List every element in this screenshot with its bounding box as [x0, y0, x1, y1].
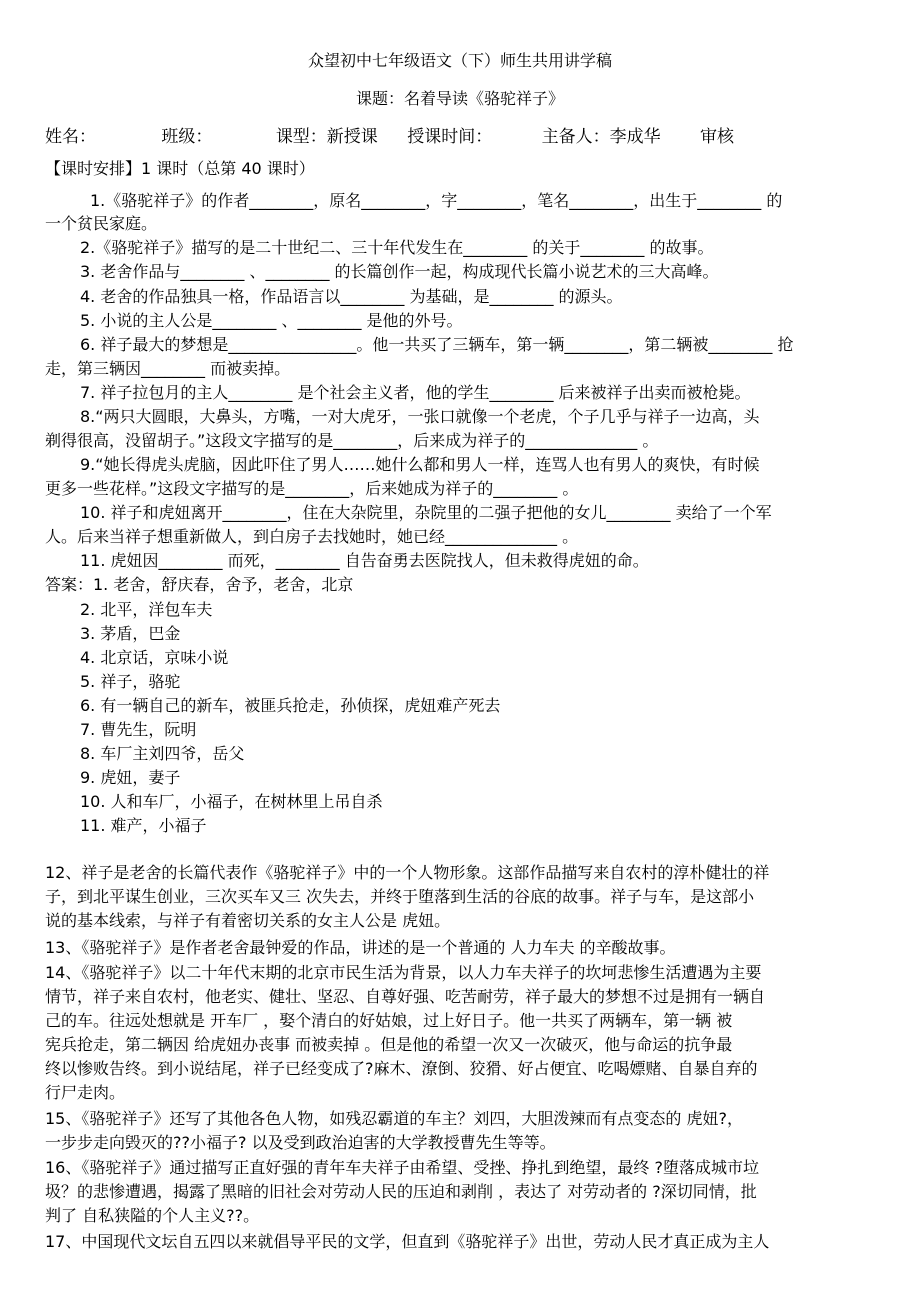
question-line: 10. 祥子和虎妞离开________，住在大杂院里，杂院里的二强子把他的女儿________ 卖给了一个军 — [80, 503, 772, 522]
paragraph-line: 一步步走向毁灭的??小福子? 以及受到政治迫害的大学教授曹先生等等。 — [45, 1133, 556, 1152]
paragraph-line: 子，到北平谋生创业，三次买车又三 次失去，并终于堕落到生活的谷底的故事。祥子与车，是这部小 — [45, 887, 755, 906]
info-lesson-type: 课型：新授课 — [275, 127, 378, 147]
question-line: 7. 祥子拉包月的主人________ 是个社会主义者，他的学生________ 后来被祥子出卖而被枪毙。 — [80, 383, 751, 402]
paragraph-line: 14、《骆驼祥子》以二十年代末期的北京市民生活为背景，以人力车夫祥子的坎坷悲惨生活遭遇为主要 — [45, 963, 762, 982]
answer-line: 11. 难产，小福子 — [80, 816, 207, 835]
answer-line: 7. 曹先生，阮明 — [80, 720, 197, 739]
page-title: 众望初中七年级语文（下）师生共用讲学稿 — [307, 51, 612, 70]
paragraph-line: 己的车。往远处想就是 开车厂 ，娶个清白的好姑娘，过上好日子。他一共买了两辆车，第一辆 被 — [45, 1011, 733, 1030]
paragraph-line: 17、中国现代文坛自五四以来就倡导平民的文学，但直到《骆驼祥子》出世，劳动人民才真正成为主人 — [45, 1232, 770, 1251]
question-line: 2.《骆驼祥子》描写的是二十世纪二、三十年代发生在________ 的关于________ 的故事。 — [80, 238, 714, 257]
question-line: 人。后来当祥子想重新做人，到白房子去找她时，她已经______________ 。 — [45, 527, 579, 546]
answer-line: 3. 茅盾，巴金 — [80, 624, 181, 643]
question-line: 8.“两只大圆眼，大鼻头，方嘴，一对大虎牙，一张口就像一个老虎，个子几乎与祥子一边高，头 — [80, 407, 760, 426]
question-line: 6. 祥子最大的梦想是________________。他一共买了三辆车，第一辆________，第二辆被________ 抢 — [80, 335, 794, 354]
paragraph-line: 判了 自私狭隘的个人主义??。 — [45, 1206, 260, 1225]
question-line: 一个贫民家庭。 — [45, 214, 158, 233]
paragraph-line: 终以惨败告终。到小说结尾，祥子已经变成了?麻木、潦倒、狡猾、好占便宜、吃喝嫖赌、自暴自弃的 — [45, 1059, 758, 1078]
paragraph-line: 15、《骆驼祥子》还写了其他各色人物，如残忍霸道的车主？刘四，大胆泼辣而有点变态的 虎妞?， — [45, 1109, 743, 1128]
paragraph-line: 13、《骆驼祥子》是作者老舍最钟爱的作品，讲述的是一个普通的 人力车夫 的辛酸故事。 — [45, 938, 676, 957]
answer-line: 6. 有一辆自己的新车，被匪兵抢走，孙侦探，虎妞难产死去 — [80, 696, 501, 715]
question-line: 走，第三辆因________ 而被卖掉。 — [45, 359, 291, 378]
student-info-row — [45, 122, 734, 147]
lesson-subtitle: 课题：名着导读《骆驼祥子》 — [355, 89, 564, 108]
info-name: 姓名： — [45, 127, 96, 147]
question-line: 9.“她长得虎头虎脑，因此吓住了男人……她什么都和男人一样，连骂人也有男人的爽快，有时候 — [80, 455, 760, 474]
question-line: 1.《骆驼祥子》的作者________，原名________，字________，笔名________，出生于________ 的 — [90, 191, 783, 210]
paragraph-line: 行尸走肉。 — [45, 1083, 126, 1102]
paragraph-line: 圾？的悲惨遭遇，揭露了黑暗的旧社会对劳动人民的压迫和剥削 ，表达了 对劳动者的 ?深切同情，批 — [45, 1182, 757, 1201]
question-line: 更多一些花样。”这段文字描写的是________，后来她成为祥子的________ 。 — [45, 479, 579, 498]
answer-line: 8. 车厂主刘四爷，岳父 — [80, 744, 245, 763]
question-line: 剃得很高，没留胡子。”这段文字描写的是________，后来成为祥子的______________ 。 — [45, 431, 659, 450]
question-line: 3. 老舍作品与________ 、________ 的长篇创作一起，构成现代长篇小说艺术的三大高峰。 — [80, 262, 719, 281]
info-class: 班级： — [161, 127, 213, 147]
question-line: 4. 老舍的作品独具一格，作品语言以________ 为基础，是________ 的源头。 — [80, 287, 623, 306]
paragraph-line: 说的基本线索，与祥子有着密切关系的女主人公是 虎妞。 — [45, 911, 451, 930]
answer-line: 答案：1. 老舍，舒庆春，舍予，老舍，北京 — [45, 575, 354, 594]
paragraph-line: 12、祥子是老舍的长篇代表作《骆驼祥子》中的一个人物形象。这部作品描写来自农村的淳朴健壮的祥 — [45, 863, 770, 882]
answer-line: 9. 虎妞，妻子 — [80, 768, 181, 787]
question-line: 5. 小说的主人公是________ 、________ 是他的外号。 — [80, 311, 463, 330]
schedule-line: 【课时安排】1 课时（总第 40 课时） — [45, 159, 315, 178]
paragraph-line: 宪兵抢走，第二辆因 给虎妞办丧事 而被卖掉 。但是他的希望一次又一次破灭，他与命运的抗争最 — [45, 1035, 733, 1054]
info-review: 审核 — [700, 127, 735, 147]
info-preparer: 主备人：李成华 — [541, 127, 661, 147]
paragraph-line: 情节，祥子来自农村，他老实、健壮、坚忍、自尊好强、吃苦耐劳，祥子最大的梦想不过是拥有一辆自 — [45, 987, 766, 1006]
question-line: 11. 虎妞因________ 而死，________ 自告奋勇去医院找人，但未救得虎妞的命。 — [80, 551, 649, 570]
paragraph-line: 16、《骆驼祥子》通过描写正直好强的青年车夫祥子由希望、受挫、挣扎到绝望，最终 ?堕落成城市垃 — [45, 1158, 759, 1177]
info-time: 授课时间： — [407, 127, 493, 147]
answer-line: 2. 北平，洋包车夫 — [80, 600, 213, 619]
answer-line: 4. 北京话，京味小说 — [80, 648, 229, 667]
answer-line: 5. 祥子，骆驼 — [80, 672, 181, 691]
answer-line: 10. 人和车厂，小福子，在树林里上吊自杀 — [80, 792, 383, 811]
